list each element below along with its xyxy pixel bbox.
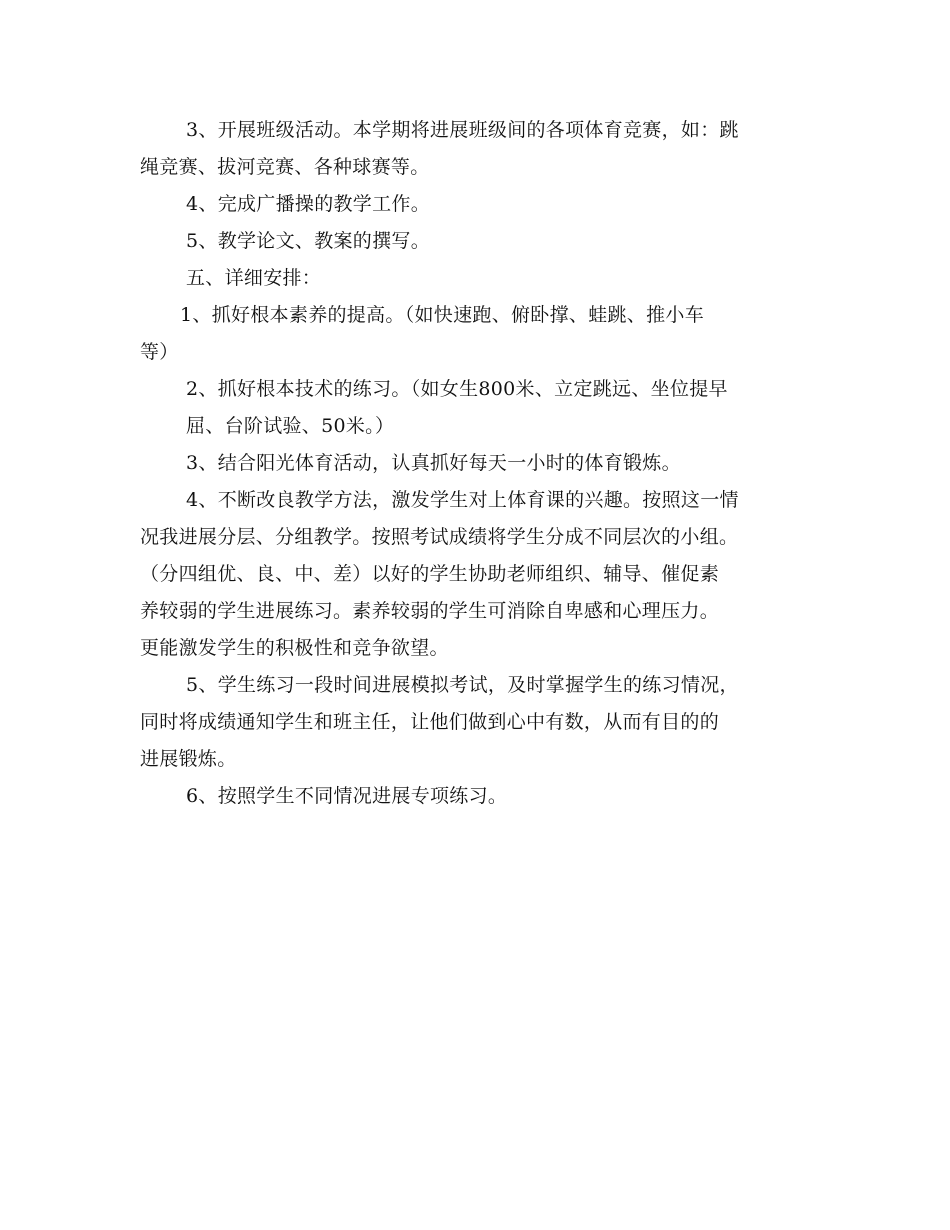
paragraph-line: （分四组优、良、中、差）以好的学生协助老师组织、辅导、催促素 xyxy=(140,563,720,585)
paragraph-line: 况我进展分层、分组教学。按照考试成绩将学生分成不同层次的小组。 xyxy=(140,526,739,548)
paragraph-line: 1、抓好根本素养的提高。（如快速跑、俯卧撑、蛙跳、推小车 xyxy=(180,304,704,326)
paragraph-line: 4、不断改良教学方法，激发学生对上体育课的兴趣。按照这一情 xyxy=(186,489,739,511)
document-body xyxy=(140,112,820,815)
paragraph-line: 更能激发学生的积极性和竞争欲望。 xyxy=(140,637,449,659)
paragraph-line: 3、结合阳光体育活动，认真抓好每天一小时的体育锻炼。 xyxy=(186,452,681,474)
paragraph-line: 3、开展班级活动。本学期将进展班级间的各项体育竞赛，如：跳 xyxy=(186,119,739,141)
paragraph-line: 屈、台阶试验、50米。） xyxy=(186,415,395,437)
section-heading: 五、详细安排： xyxy=(186,267,322,289)
paragraph-line: 养较弱的学生进展练习。素养较弱的学生可消除自卑感和心理压力。 xyxy=(140,600,720,622)
paragraph-line: 5、教学论文、教案的撰写。 xyxy=(186,230,430,252)
paragraph-line: 等） xyxy=(140,341,179,363)
paragraph-line: 4、完成广播操的教学工作。 xyxy=(186,193,430,215)
paragraph-line: 6、按照学生不同情况进展专项练习。 xyxy=(186,785,508,807)
paragraph-line: 绳竞赛、拔河竞赛、各种球赛等。 xyxy=(140,156,430,178)
paragraph-line: 进展锻炼。 xyxy=(140,748,237,770)
paragraph-line: 2、抓好根本技术的练习。（如女生800米、立定跳远、坐位提早 xyxy=(186,378,728,400)
paragraph-line: 5、学生练习一段时间进展模拟考试，及时掌握学生的练习情况， xyxy=(186,674,739,696)
paragraph-line: 同时将成绩通知学生和班主任，让他们做到心中有数，从而有目的的 xyxy=(140,711,720,733)
